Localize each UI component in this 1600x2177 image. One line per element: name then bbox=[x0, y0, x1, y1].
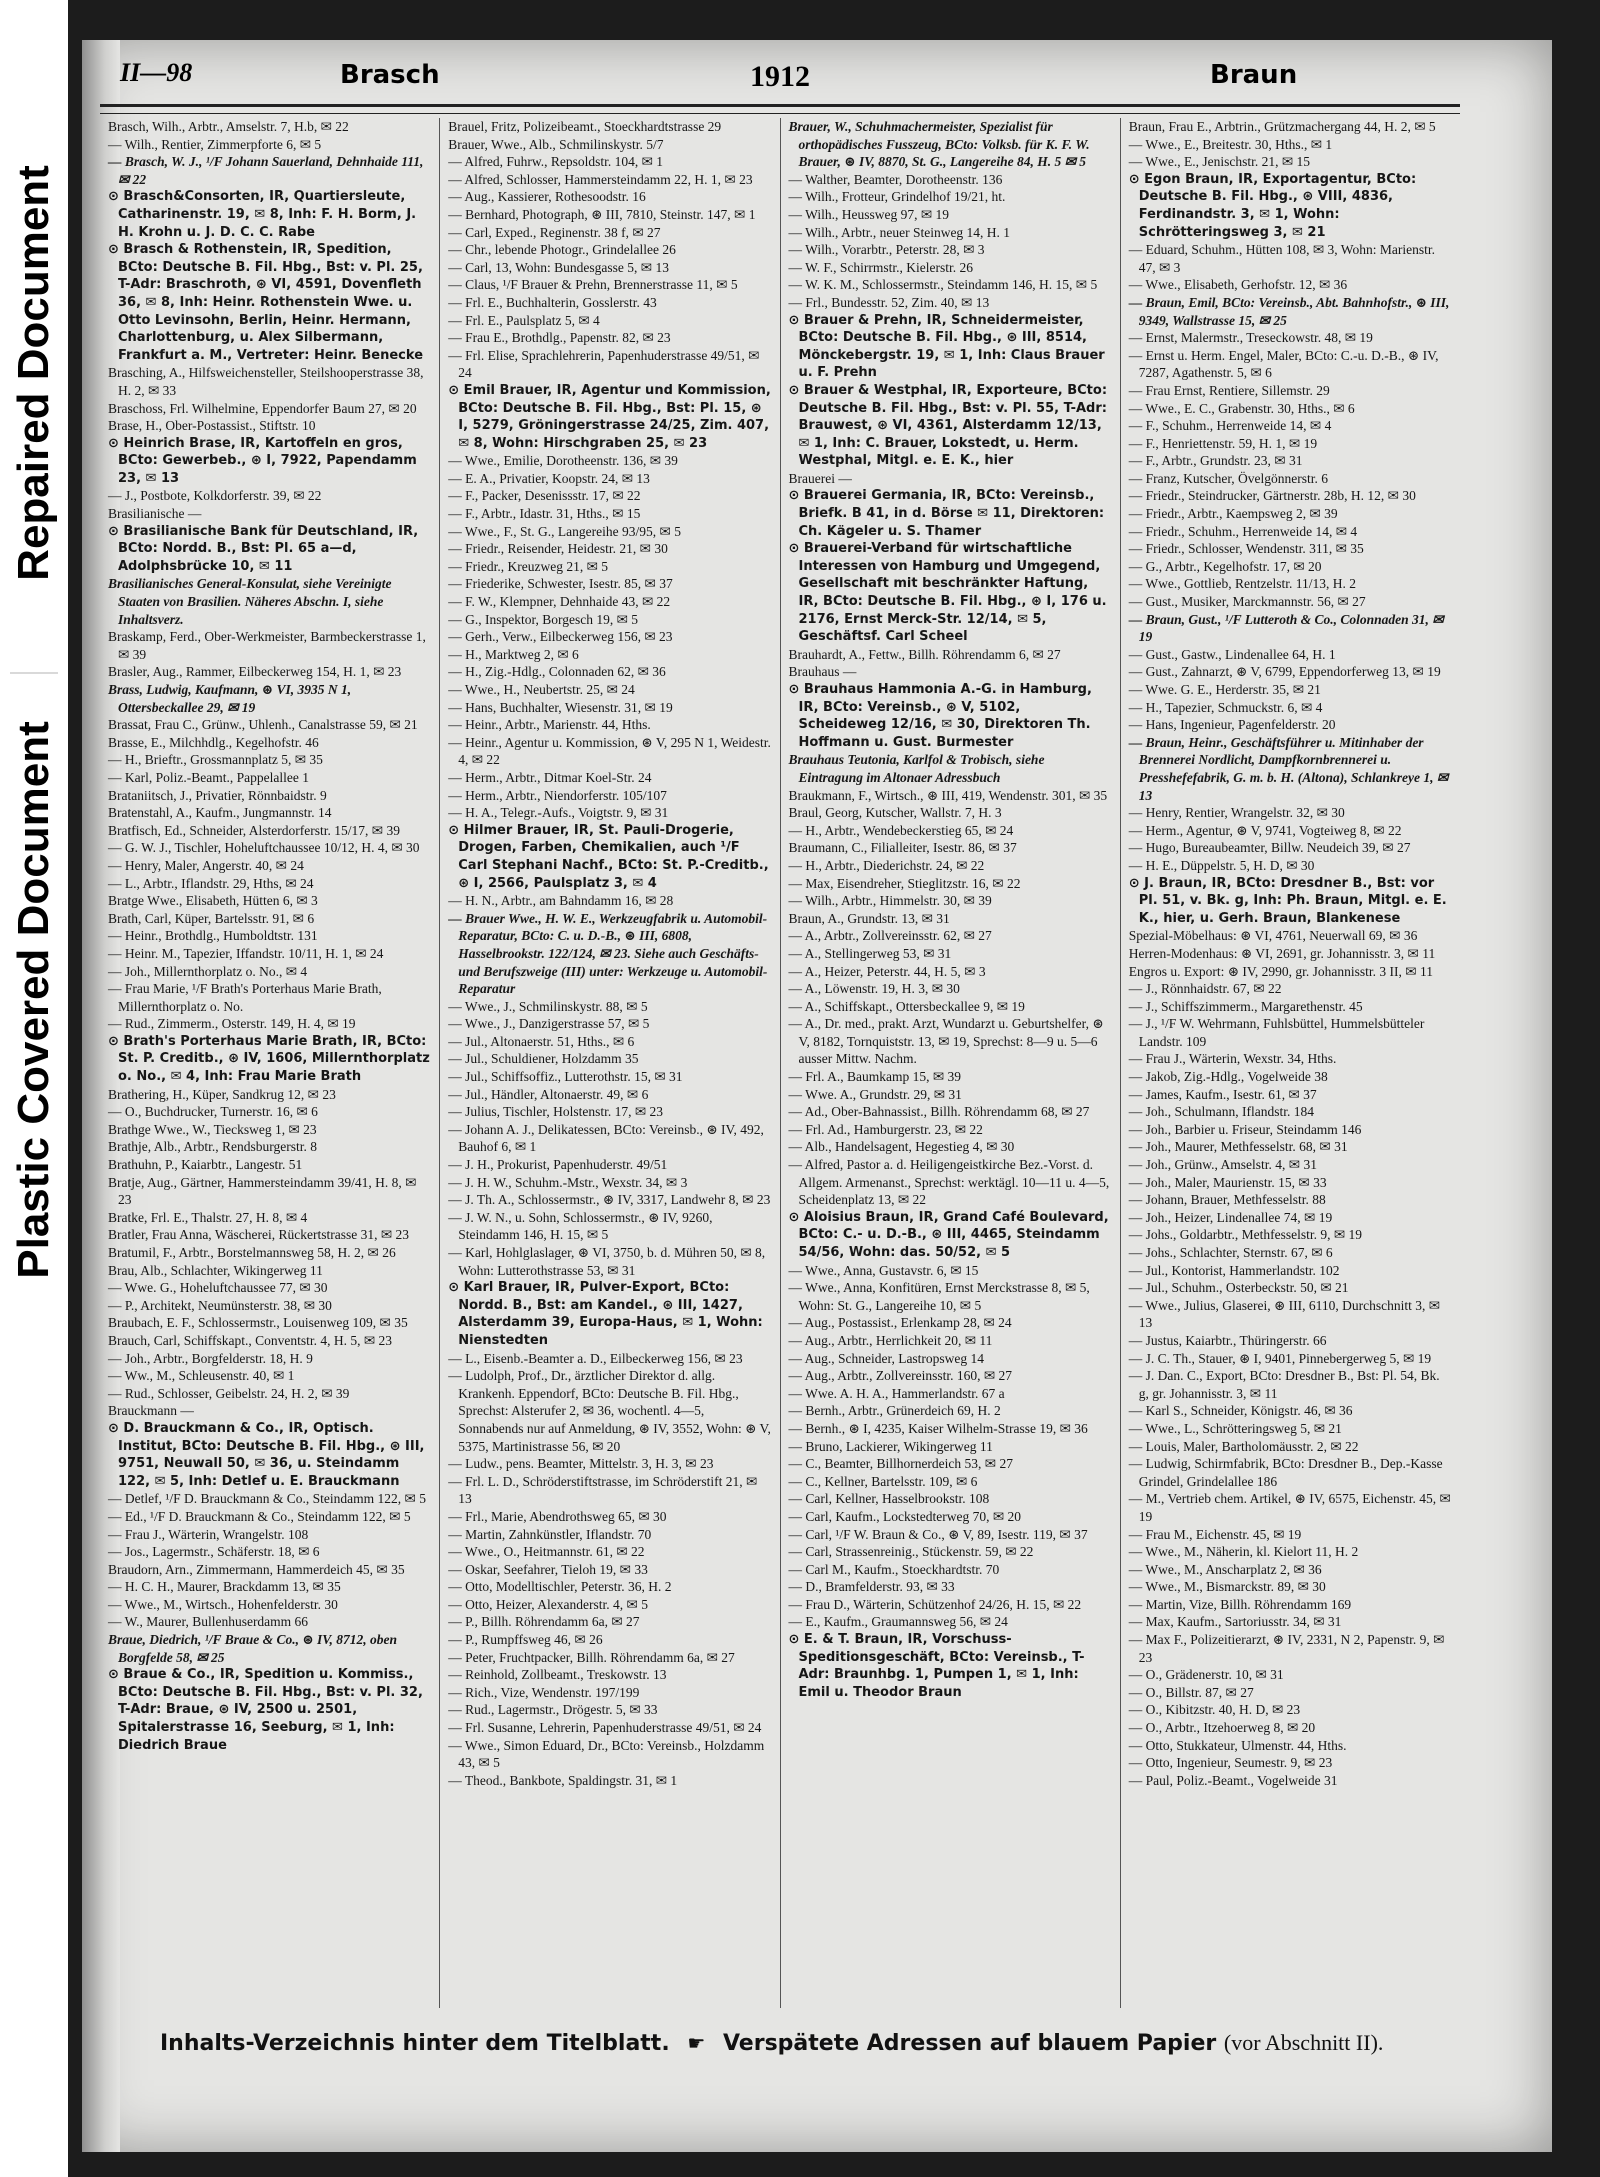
directory-entry: — Johs., Schlachter, Sternstr. 67, ✉ 6 bbox=[1128, 1245, 1333, 1260]
directory-entry: Brauckmann — bbox=[108, 1403, 194, 1419]
directory-entry: — Alfred, Schlosser, Hammersteindamm 22, H. 1, ✉ 23 bbox=[448, 171, 753, 187]
directory-entry: Bratenstahl, A., Kaufm., Jungmannstr. 14 bbox=[108, 805, 332, 821]
directory-entry: — F., Arbtr., Grundstr. 23, ✉ 31 bbox=[1128, 453, 1303, 469]
directory-entry: — Wilh., Frotteur, Grindelhof 19/21, ht. bbox=[788, 189, 1006, 205]
directory-entry: — J. H. W., Schuhm.-Mstr., Wexstr. 34, ✉ 3 bbox=[448, 1174, 688, 1190]
directory-entry: — Ww., M., Schleusenstr. 40, ✉ 1 bbox=[108, 1368, 295, 1384]
directory-entry: Bratumil, F., Arbtr., Borstelmannsweg 58, H. 2, ✉ 26 bbox=[108, 1245, 396, 1260]
directory-entry: — Braun, Heinr., Geschäftsführer u. Mitinhaber der Brennerei Nordlicht, Dampfkornbrennerei u. Presshefefabrik, G. m. b. H. (Altona), Schlankreye 1, ✉ 13 bbox=[1128, 734, 1449, 803]
directory-entry: — Bernhard, Photograph, ⊛ III, 7810, Steinstr. 147, ✉ 1 bbox=[448, 206, 756, 222]
directory-entry: — D., Bramfelderstr. 93, ✉ 33 bbox=[788, 1579, 955, 1595]
directory-entry: — O., Grädenerstr. 10, ✉ 31 bbox=[1128, 1667, 1284, 1683]
directory-entry: — Gerh., Verw., Eilbeckerweg 156, ✉ 23 bbox=[448, 629, 673, 645]
directory-entry: — Otto, Modelltischler, Peterstr. 36, H. 2 bbox=[448, 1579, 672, 1595]
directory-entry: — Frau D., Wärterin, Schützenhof 24/26, H. 15, ✉ 22 bbox=[788, 1596, 1082, 1612]
directory-entry: — Max, Eisendreher, Stieglitzstr. 16, ✉ 22 bbox=[788, 875, 1021, 891]
directory-entry: Braul, Georg, Kutscher, Wallstr. 7, H. 3 bbox=[788, 805, 1002, 821]
directory-entry: — Gust., Musiker, Marckmannstr. 56, ✉ 27 bbox=[1128, 594, 1366, 610]
directory-entry: — W., Maurer, Bullenhuserdamm 66 bbox=[108, 1614, 309, 1630]
directory-entry: — Aug., Arbtr., Zollvereinsstr. 160, ✉ 27 bbox=[788, 1368, 1013, 1384]
directory-entry: — Frau E., Brothdlg., Papenstr. 82, ✉ 23 bbox=[448, 330, 671, 346]
directory-entry: — Jos., Lagermstr., Schäferstr. 18, ✉ 6 bbox=[108, 1544, 320, 1560]
directory-entry: ⊙ Brauerei Germania, IR, BCto: Vereinsb., Briefk. B 41, in d. Börse ✉ 11, Direktoren: Ch. Kägeler u. S. Thamer bbox=[788, 488, 1105, 539]
directory-entry: — Louis, Maler, Bartholomäusstr. 2, ✉ 22 bbox=[1128, 1438, 1359, 1454]
directory-entry: — Joh., Maler, Maurienstr. 15, ✉ 33 bbox=[1128, 1174, 1327, 1190]
directory-entry: — Ludwig, Schirmfabrik, BCto: Dresdner B., Dep.-Kasse Grindel, Grindelallee 186 bbox=[1128, 1456, 1443, 1489]
directory-entry: — Rud., Zimmerm., Osterstr. 149, H. 4, ✉ 19 bbox=[108, 1016, 356, 1032]
directory-entry: Brathering, H., Küper, Sandkrug 12, ✉ 23 bbox=[108, 1086, 336, 1102]
directory-entry: Brass, Ludwig, Kaufmann, ⊛ VI, 3935 N 1, Ottersbeckallee 29, ✉ 19 bbox=[108, 682, 352, 715]
directory-entry: — Wwe., J., Danzigerstrasse 57, ✉ 5 bbox=[448, 1016, 650, 1032]
directory-entry: — Bruno, Lackierer, Wikingerweg 11 bbox=[788, 1438, 993, 1454]
directory-entry: — Wwe., J., Schmilinskystr. 88, ✉ 5 bbox=[448, 998, 648, 1014]
directory-entry: — Hans, Ingenieur, Pagenfelderstr. 20 bbox=[1128, 717, 1336, 733]
directory-entry: Brasilianische — bbox=[108, 506, 202, 522]
header-rule bbox=[100, 104, 1460, 114]
directory-entry: — Otto, Stukkateur, Ulmenstr. 44, Hths. bbox=[1128, 1737, 1347, 1753]
directory-entry: — Frl. Susanne, Lehrerin, Papenhuderstrasse 49/51, ✉ 24 bbox=[448, 1720, 762, 1736]
directory-entry: — Frl. A., Baumkamp 15, ✉ 39 bbox=[788, 1069, 962, 1085]
directory-entry: — P., Architekt, Neumünsterstr. 38, ✉ 30 bbox=[108, 1297, 332, 1313]
directory-entry: — Detlef, ¹/F D. Brauckmann & Co., Steindamm 122, ✉ 5 bbox=[108, 1491, 426, 1507]
directory-entry: Braun, Frau E., Arbtrin., Grützmachergang 44, H. 2, ✉ 5 bbox=[1128, 119, 1436, 134]
directory-entry: — O., Kibitzstr. 40, H. D, ✉ 23 bbox=[1128, 1702, 1301, 1718]
directory-entry: ⊙ Brauhaus Hammonia A.-G. in Hamburg, IR, BCto: Vereinsb., ⊛ V, 5102, Scheideweg 12/16, ✉ 30, Direktoren Th. Hoffmann u. Gust. Burmester bbox=[788, 682, 1092, 750]
directory-entry: Brauhardt, A., Fettw., Billh. Röhrendamm 6, ✉ 27 bbox=[788, 646, 1061, 662]
directory-entry: — Friedr., Steindrucker, Gärtnerstr. 28b, H. 12, ✉ 30 bbox=[1128, 488, 1416, 504]
directory-entry: Brassat, Frau C., Grünw., Uhlenh., Canalstrasse 59, ✉ 21 bbox=[108, 717, 418, 733]
directory-entry: — Hugo, Bureaubeamter, Billw. Neudeich 39, ✉ 27 bbox=[1128, 840, 1411, 856]
directory-entry: Braun, A., Grundstr. 13, ✉ 31 bbox=[788, 910, 950, 926]
directory-entry: — P., Billh. Röhrendamm 6a, ✉ 27 bbox=[448, 1614, 640, 1630]
directory-entry: — Brauer Wwe., H. W. E., Werkzeugfabrik u. Automobil-Reparatur, BCto: C. u. D.-B., ⊛ III, 6808, Hasselbrookstr. 122/124, ✉ 23. Siehe auch Geschäfts- und Berufszweige (III) unter: Werkzeuge u. Automobil-Reparatur bbox=[448, 910, 768, 997]
directory-entry: — Wwe., Julius, Glaserei, ⊛ III, 6110, Durchschnitt 3, ✉ 13 bbox=[1128, 1297, 1441, 1331]
directory-entry: — Walther, Beamter, Dorotheenstr. 136 bbox=[788, 171, 1003, 187]
column-2 bbox=[440, 118, 780, 2008]
directory-entry: — Martin, Zahnkünstler, Iflandstr. 70 bbox=[448, 1526, 652, 1542]
directory-entry: — Wwe., L., Schrötteringsweg 5, ✉ 21 bbox=[1128, 1420, 1342, 1436]
directory-entry: — Frau Marie, ¹/F Brath's Porterhaus Marie Brath, Millernthorplatz o. No. bbox=[108, 981, 382, 1014]
directory-entry: — Bernh., Arbtr., Grünerdeich 69, H. 2 bbox=[788, 1403, 1001, 1419]
directory-entry: — Alfred, Pastor a. d. Heiligengeistkirche Bez.-Vorst. d. Allgem. Armenanst., Sprechst: werktägl. 10—11 u. 4—5, Scheidenplatz 13, ✉ 22 bbox=[788, 1157, 1110, 1208]
directory-entry: — O., Buchdrucker, Turnerstr. 16, ✉ 6 bbox=[108, 1104, 318, 1120]
directory-entry: — Carl, Kellner, Hasselbrookstr. 108 bbox=[788, 1491, 990, 1507]
directory-entry: — A., Heizer, Peterstr. 44, H. 5, ✉ 3 bbox=[788, 963, 986, 979]
directory-entry: Brauch, Carl, Schiffskapt., Conventstr. 4, H. 5, ✉ 23 bbox=[108, 1332, 393, 1348]
directory-entry: — H. C. H., Maurer, Brackdamm 13, ✉ 35 bbox=[108, 1579, 341, 1595]
pointing-hand-icon: ☛ bbox=[687, 2031, 706, 2055]
directory-entry: — Wwe., Simon Eduard, Dr., BCto: Vereinsb., Holzdamm 43, ✉ 5 bbox=[448, 1737, 765, 1771]
directory-entry: — J., Postbote, Kolkdorferstr. 39, ✉ 22 bbox=[108, 488, 322, 504]
directory-entry: — Wwe., M., Näherin, kl. Kielort 11, H. 2 bbox=[1128, 1544, 1359, 1560]
directory-entry: — Joh., Arbtr., Borgfelderstr. 18, H. 9 bbox=[108, 1350, 313, 1366]
directory-entry: — Gust., Gastw., Lindenallee 64, H. 1 bbox=[1128, 646, 1336, 662]
directory-entry: — Frl., Bundesstr. 52, Zim. 40, ✉ 13 bbox=[788, 294, 990, 310]
directory-entry: — Herm., Agentur, ⊛ V, 9741, Vogteiweg 8, ✉ 22 bbox=[1128, 822, 1402, 838]
directory-entry: — Wwe., O., Heitmannstr. 61, ✉ 22 bbox=[448, 1544, 645, 1560]
directory-entry: Engros u. Export: ⊛ IV, 2990, gr. Johannisstr. 3 II, ✉ 11 bbox=[1128, 963, 1433, 979]
directory-entry: Brataniitsch, J., Privatier, Rönnbaidstr. 9 bbox=[108, 787, 327, 803]
directory-entry: — E., Kaufm., Graumannsweg 56, ✉ 24 bbox=[788, 1614, 1008, 1630]
directory-entry: — Rich., Vize, Wendenstr. 197/199 bbox=[448, 1684, 640, 1700]
directory-entry: — Aug., Kassierer, Rothesoodstr. 16 bbox=[448, 189, 646, 205]
directory-entry: — Wwe., Anna, Konfitüren, Ernst Merckstrasse 8, ✉ 5, Wohn: St. G., Langereihe 10, ✉ 5 bbox=[788, 1280, 1090, 1313]
directory-entry: — Eduard, Schuhm., Hütten 108, ✉ 3, Wohn: Marienstr. 47, ✉ 3 bbox=[1128, 242, 1435, 275]
plastic-covered-label: Plastic Covered Document bbox=[9, 721, 58, 1279]
directory-entry: — Henry, Maler, Angerstr. 40, ✉ 24 bbox=[108, 857, 304, 873]
directory-entry: — F., Schuhm., Herrenweide 14, ✉ 4 bbox=[1128, 418, 1332, 434]
footer-late-addresses: Verspätete Adressen auf blauem Papier bbox=[722, 2031, 1217, 2056]
directory-entry: — Wilh., Arbtr., neuer Steinweg 14, H. 1 bbox=[788, 224, 1011, 240]
directory-entry: ⊙ D. Brauckmann & Co., IR, Optisch. Institut, BCto: Deutsche B. Fil. Hbg., ⊛ III, 9751, Neuwall 50, ✉ 36, u. Steindamm 122, ✉ 5, Inh: Detlef u. E. Brauckmann bbox=[108, 1420, 425, 1489]
directory-entry: — Claus, ¹/F Brauer & Prehn, Brennerstrasse 11, ✉ 5 bbox=[448, 277, 738, 293]
directory-entry: Brauer, Wwe., Alb., Schmilinskystr. 5/7 bbox=[448, 136, 664, 152]
directory-columns bbox=[100, 118, 1460, 2008]
directory-entry: — W. F., Schirrmstr., Kielerstr. 26 bbox=[788, 259, 974, 275]
directory-entry: ⊙ Emil Brauer, IR, Agentur und Kommission, BCto: Deutsche B. Fil. Hbg., Bst: Pl. 15, ⊛ I, 5279, Gröningerstrasse 24/25, Zim. 407, ✉ 8, Wohn: Hirschgraben 25, ✉ 23 bbox=[448, 382, 771, 451]
directory-entry: ⊙ Braue & Co., IR, Spedition u. Kommiss., BCto: Deutsche B. Fil. Hbg., Bst: v. Pl. 32, T-Adr: Braue, ⊛ IV, 2500 u. 2501, Spitalerstrasse 16, Seeburg, ✉ 1, Inh: Diedrich Braue bbox=[108, 1667, 423, 1753]
directory-entry: — F. W., Klempner, Dehnhaide 43, ✉ 22 bbox=[448, 594, 671, 610]
directory-entry: — J. C. Th., Stauer, ⊛ I, 9401, Pinnebergerweg 5, ✉ 19 bbox=[1128, 1350, 1432, 1366]
directory-entry: — Wwe., E. C., Grabenstr. 30, Hths., ✉ 6 bbox=[1128, 400, 1355, 416]
directory-entry: ⊙ Brasch&Consorten, IR, Quartiersleute, Catharinenstr. 19, ✉ 8, Inh: F. H. Borm, J. H. Krohn u. J. D. C. C. Rabe bbox=[108, 189, 417, 240]
directory-entry: — H., Marktweg 2, ✉ 6 bbox=[448, 646, 579, 662]
directory-entry: — Wwe. A. H. A., Hammerlandstr. 67 a bbox=[788, 1385, 1005, 1401]
directory-entry: — C., Beamter, Billhornerdeich 53, ✉ 27 bbox=[788, 1456, 1013, 1472]
directory-entry: — Wilh., Vorarbtr., Peterstr. 28, ✉ 3 bbox=[788, 242, 985, 258]
directory-entry: — Herm., Arbtr., Ditmar Koel-Str. 24 bbox=[448, 769, 652, 785]
directory-entry: — Reinhold, Zollbeamt., Treskowstr. 13 bbox=[448, 1667, 667, 1683]
directory-entry: — Joh., Millernthorplatz o. No., ✉ 4 bbox=[108, 963, 308, 979]
directory-entry: — Wilh., Heussweg 97, ✉ 19 bbox=[788, 206, 950, 222]
directory-entry: — Ad., Ober-Bahnassist., Billh. Röhrendamm 68, ✉ 27 bbox=[788, 1104, 1090, 1120]
directory-entry: — Oskar, Seefahrer, Tieloh 19, ✉ 33 bbox=[448, 1561, 648, 1577]
directory-entry: — O., Billstr. 87, ✉ 27 bbox=[1128, 1684, 1254, 1700]
directory-entry: — Henry, Rentier, Wrangelstr. 32, ✉ 30 bbox=[1128, 805, 1345, 821]
directory-entry: — Wwe., Gottlieb, Rentzelstr. 11/13, H. 2 bbox=[1128, 576, 1356, 592]
directory-entry: — J. Dan. C., Export, BCto: Dresdner B., Bst: Pl. 54, Bk. g, gr. Johannisstr. 3, ✉ 11 bbox=[1128, 1368, 1440, 1401]
directory-entry: ⊙ Brauer & Westphal, IR, Exporteure, BCto: Deutsche B. Fil. Hbg., Bst: v. Pl. 55, T-Adr: Brauwest, ⊛ VI, 4361, Alsterdamm 12/13, ✉ 1, Inh: C. Brauer, Lokstedt, u. Herm. Westphal, Mitgl. e. E. K., hier bbox=[788, 382, 1108, 469]
directory-entry: — Hans, Buchhalter, Wiesenstr. 31, ✉ 19 bbox=[448, 699, 673, 715]
directory-entry: — Wwe., Emilie, Dorotheenstr. 136, ✉ 39 bbox=[448, 453, 678, 469]
directory-entry: — J. H., Prokurist, Papenhuderstr. 49/51 bbox=[448, 1157, 668, 1173]
directory-entry: — P., Rumpffsweg 46, ✉ 26 bbox=[448, 1632, 603, 1648]
directory-entry: — H., Tapezier, Schmuckstr. 6, ✉ 4 bbox=[1128, 699, 1323, 715]
directory-entry: ⊙ Brasch & Rothenstein, IR, Spedition, BCto: Deutsche B. Fil. Hbg., Bst: v. Pl. 25, T-Adr: Braschroth, ⊛ VI, 4591, Dovenfleth 36, ✉ 8, Inh: Heinr. Rothenstein Wwe. u. Otto Levinsohn, Berlin, Heinr. Hermann, Charlottenburg, u. Alex Silbermann, Frankfurt a. M., Vertreter: Heinr. Benecke bbox=[108, 242, 424, 363]
directory-entry: Brauhaus Teutonia, Karlfol & Trobisch, siehe Eintragung im Altonaer Adressbuch bbox=[788, 752, 1045, 785]
directory-entry: — E. A., Privatier, Koopstr. 24, ✉ 13 bbox=[448, 470, 650, 486]
directory-entry: — James, Kaufm., Isestr. 61, ✉ 37 bbox=[1128, 1086, 1317, 1102]
directory-entry: ⊙ Brauer & Prehn, IR, Schneidermeister, BCto: Deutsche B. Fil. Hbg., ⊛ III, 8514, Mönckebergstr. 19, ✉ 1, Inh: Claus Brauer u. F. Prehn bbox=[788, 312, 1105, 381]
page-header bbox=[120, 58, 1420, 106]
directory-entry: — Friedr., Schlosser, Wendenstr. 311, ✉ 35 bbox=[1128, 541, 1364, 557]
directory-entry: — A., Stellingerweg 53, ✉ 31 bbox=[788, 945, 952, 961]
directory-entry: — Jul., Schuhm., Osterbeckstr. 50, ✉ 21 bbox=[1128, 1280, 1349, 1296]
directory-entry: — Franz, Kutscher, Övelgönnerstr. 6 bbox=[1128, 470, 1329, 486]
directory-entry: — Ernst, Malermstr., Treseckowstr. 48, ✉ 19 bbox=[1128, 330, 1373, 346]
directory-entry: — G., Inspektor, Borgesch 19, ✉ 5 bbox=[448, 611, 639, 627]
directory-entry: Braskamp, Ferd., Ober-Werkmeister, Barmbeckerstrasse 1, ✉ 39 bbox=[108, 629, 426, 662]
directory-entry: — L., Eisenb.-Beamter a. D., Eilbeckerweg 156, ✉ 23 bbox=[448, 1350, 743, 1366]
directory-entry: — J., ¹/F W. Wehrmann, Fuhlsbüttel, Hummelsbütteler Landstr. 109 bbox=[1128, 1016, 1425, 1049]
directory-entry: — Wwe., E., Jenischstr. 21, ✉ 15 bbox=[1128, 154, 1311, 170]
directory-entry: — Joh., Schulmann, Iflandstr. 184 bbox=[1128, 1104, 1314, 1120]
directory-entry: — Frl. E., Buchhalterin, Gosslerstr. 43 bbox=[448, 294, 657, 310]
directory-entry: — Wwe., F., St. G., Langereihe 93/95, ✉ 5 bbox=[448, 523, 681, 539]
directory-entry: — Karl S., Schneider, Königstr. 46, ✉ 36 bbox=[1128, 1403, 1353, 1419]
directory-entry: — Frl., Marie, Abendrothsweg 65, ✉ 30 bbox=[448, 1508, 667, 1524]
directory-entry: — Gust., Zahnarzt, ⊛ V, 6799, Eppendorferweg 13, ✉ 19 bbox=[1128, 664, 1441, 680]
directory-entry: — Joh., Barbier u. Friseur, Steindamm 146 bbox=[1128, 1121, 1362, 1137]
directory-entry: Bratje, Aug., Gärtner, Hammersteindamm 39/41, H. 8, ✉ 23 bbox=[108, 1174, 417, 1208]
directory-entry: — Aug., Schneider, Lastropsweg 14 bbox=[788, 1350, 985, 1366]
directory-entry: Brathuhn, P., Kaiarbtr., Langestr. 51 bbox=[108, 1157, 303, 1173]
directory-entry: — Johs., Goldarbtr., Methfesselstr. 9, ✉ 19 bbox=[1128, 1227, 1363, 1243]
directory-entry: — Wwe., Elisabeth, Gerhofstr. 12, ✉ 36 bbox=[1128, 277, 1348, 293]
directory-entry: Brasching, A., Hilfsweichensteller, Steilshooperstrasse 38, H. 2, ✉ 33 bbox=[108, 365, 424, 398]
directory-entry: — H. N., Arbtr., am Bahndamm 16, ✉ 28 bbox=[448, 893, 674, 909]
directory-entry: — Martin, Vize, Billh. Röhrendamm 169 bbox=[1128, 1596, 1352, 1612]
directory-entry: — J. W. N., u. Sohn, Schlossermstr., ⊛ IV, 9260, Steindamm 146, H. 15, ✉ 5 bbox=[448, 1209, 713, 1243]
directory-entry: — A., Schiffskapt., Ottersbeckallee 9, ✉ 19 bbox=[788, 998, 1025, 1014]
directory-entry: — O., Arbtr., Itzehoerweg 8, ✉ 20 bbox=[1128, 1720, 1316, 1736]
directory-entry: Brau, Alb., Schlachter, Wikingerweg 11 bbox=[108, 1262, 323, 1278]
directory-entry: — Otto, Ingenieur, Seumestr. 9, ✉ 23 bbox=[1128, 1755, 1333, 1771]
directory-entry: — Ed., ¹/F D. Brauckmann & Co., Steindamm 122, ✉ 5 bbox=[108, 1508, 411, 1524]
directory-entry: — Carl, ¹/F W. Braun & Co., ⊛ V, 89, Isestr. 119, ✉ 37 bbox=[788, 1526, 1088, 1542]
directory-entry: ⊙ E. & T. Braun, IR, Vorschuss-Speditionsgeschäft, BCto: Vereinsb., T-Adr: Braunhbg. 1, Pumpen 1, ✉ 1, Inh: Emil u. Theodor Braun bbox=[788, 1632, 1085, 1700]
directory-entry: — Wwe., H., Neubertstr. 25, ✉ 24 bbox=[448, 682, 635, 697]
directory-entry: — Wwe., M., Bismarckstr. 89, ✉ 30 bbox=[1128, 1579, 1326, 1595]
directory-entry: Braue, Diedrich, ¹/F Braue & Co., ⊛ IV, 8712, oben Borgfelde 58, ✉ 25 bbox=[108, 1632, 398, 1665]
directory-entry: — Joh., Heizer, Lindenallee 74, ✉ 19 bbox=[1128, 1209, 1333, 1225]
directory-entry: Brasler, Aug., Rammer, Eilbeckerweg 154, H. 1, ✉ 23 bbox=[108, 664, 402, 680]
right-keyword: Braun bbox=[1210, 60, 1298, 90]
directory-entry: — Jul., Altonaerstr. 51, Hths., ✉ 6 bbox=[448, 1033, 635, 1049]
directory-entry: — Jul., Händler, Altonaerstr. 49, ✉ 6 bbox=[448, 1086, 649, 1102]
directory-entry: Brauel, Fritz, Polizeibeamt., Stoeckhardtstrasse 29 bbox=[448, 119, 722, 134]
directory-entry: — Rud., Lagermstr., Drögestr. 5, ✉ 33 bbox=[448, 1702, 658, 1718]
column-1 bbox=[100, 118, 440, 2008]
directory-entry: — F., Arbtr., Idastr. 31, Hths., ✉ 15 bbox=[448, 506, 641, 522]
directory-entry: — Frl. L. D., Schröderstiftstrasse, im Schröderstift 21, ✉ 13 bbox=[448, 1473, 758, 1507]
repaired-document-label: Repaired Document bbox=[9, 165, 58, 581]
directory-entry: Brauhaus — bbox=[788, 664, 857, 680]
directory-entry: ⊙ Egon Braun, IR, Exportagentur, BCto: Deutsche B. Fil. Hbg., ⊛ VIII, 4836, Ferdinandstr. 3, ✉ 1, Wohn: Schrötteringsweg 3, ✉ 21 bbox=[1128, 171, 1417, 240]
directory-entry: — Wwe., E., Breitestr. 30, Hths., ✉ 1 bbox=[1128, 136, 1333, 152]
directory-entry: — Heinr., Agentur u. Kommission, ⊛ V, 295 N 1, Weidestr. 4, ✉ 22 bbox=[448, 734, 771, 768]
directory-entry: — Jul., Schuldiener, Holzdamm 35 bbox=[448, 1051, 639, 1067]
directory-entry: — Wwe., Anna, Gustavstr. 6, ✉ 15 bbox=[788, 1262, 979, 1278]
directory-entry: ⊙ Hilmer Brauer, IR, St. Pauli-Drogerie, Drogen, Farben, Chemikalien, auch ¹/F Carl Stephani Nachf., BCto: St. P.-Creditb., ⊛ I, 2566, Paulsplatz 3, ✉ 4 bbox=[448, 822, 769, 891]
directory-entry: ⊙ Aloisius Braun, IR, Grand Café Boulevard, BCto: C.- u. D.-B., ⊛ III, 4465, Steindamm 54/56, Wohn: das. 50/52, ✉ 5 bbox=[788, 1209, 1109, 1260]
directory-entry: Brathje, Alb., Arbtr., Rendsburgerstr. 8 bbox=[108, 1139, 317, 1155]
directory-entry: — H., Zig.-Hdlg., Colonnaden 62, ✉ 36 bbox=[448, 664, 666, 680]
directory-entry: — Wwe. G., Hoheluftchaussee 77, ✉ 30 bbox=[108, 1280, 328, 1296]
directory-entry: ⊙ Brauerei-Verband für wirtschaftliche Interessen von Hamburg und Umgegend, Gesellschaft mit beschränkter Haftung, IR, BCto: Deutsche B. Fil. Hbg., ⊛ I, 176 u. 2176, Ernst Merck-Str. 12/14, ✉ 5, Geschäftsf. Carl Scheel bbox=[788, 541, 1107, 645]
directory-entry: Braumann, C., Filialleiter, Isestr. 86, ✉ 37 bbox=[788, 840, 1017, 856]
directory-entry: Braukmann, F., Wirtsch., ⊛ III, 419, Wendenstr. 301, ✉ 35 bbox=[788, 787, 1108, 803]
directory-entry: — Joh., Grünw., Amselstr. 4, ✉ 31 bbox=[1128, 1157, 1317, 1173]
directory-entry: — Theod., Bankbote, Spaldingstr. 31, ✉ 1 bbox=[448, 1772, 678, 1788]
directory-entry: — Ludolph, Prof., Dr., ärztlicher Direktor d. allg. Krankenh. Eppendorf, BCto: Deutsche B. Fil. Hbg., Sprechst: Alsterufer 2, ✉ 36, wochentl. 4—5, Sonnabends nur auf Anmeldung, ⊛ IV, 3552, Wohn: ⊛ V, 5375, Martinistrasse 56, ✉ 20 bbox=[448, 1368, 771, 1454]
directory-entry: — W. K. M., Schlossermstr., Steindamm 146, H. 15, ✉ 5 bbox=[788, 277, 1098, 293]
directory-entry: Braudorn, Arn., Zimmermann, Hammerdeich 45, ✉ 35 bbox=[108, 1561, 405, 1577]
directory-entry: Bratge Wwe., Elisabeth, Hütten 6, ✉ 3 bbox=[108, 893, 318, 909]
directory-entry: Braschoss, Frl. Wilhelmine, Eppendorfer Baum 27, ✉ 20 bbox=[108, 400, 417, 416]
directory-entry: — Frau M., Eichenstr. 45, ✉ 19 bbox=[1128, 1526, 1302, 1542]
directory-entry: — Ludw., pens. Beamter, Mittelstr. 3, H. 3, ✉ 23 bbox=[448, 1456, 714, 1472]
directory-entry: ⊙ Brasilianische Bank für Deutschland, IR, BCto: Nordd. B., Bst: Pl. 65 a—d, Adolphsbrücke 10, ✉ 11 bbox=[108, 523, 419, 574]
directory-entry: — H., Brieftr., Grossmannplatz 5, ✉ 35 bbox=[108, 752, 323, 768]
directory-entry: — Otto, Heizer, Alexanderstr. 4, ✉ 5 bbox=[448, 1596, 648, 1612]
directory-entry: — Wilh., Rentier, Zimmerpforte 6, ✉ 5 bbox=[108, 136, 322, 152]
directory-entry: — Heinr., Arbtr., Marienstr. 44, Hths. bbox=[448, 717, 651, 733]
directory-entry: Brathge Wwe., W., Tiecksweg 1, ✉ 23 bbox=[108, 1121, 317, 1137]
directory-entry: ⊙ Heinrich Brase, IR, Kartoffeln en gros, BCto: Gewerbeb., ⊛ I, 7922, Papendamm 23, ✉ 13 bbox=[108, 435, 417, 486]
directory-entry: Brauerei — bbox=[788, 470, 852, 486]
directory-entry: — Friedr., Schuhm., Herrenweide 14, ✉ 4 bbox=[1128, 523, 1358, 539]
directory-entry: — Herm., Arbtr., Niendorferstr. 105/107 bbox=[448, 787, 667, 803]
directory-entry: — Jakob, Zig.-Hdlg., Vogelweide 38 bbox=[1128, 1069, 1328, 1085]
year: 1912 bbox=[750, 60, 810, 93]
directory-entry: — A., Arbtr., Zollvereinsstr. 62, ✉ 27 bbox=[788, 928, 992, 944]
label-divider bbox=[10, 672, 58, 680]
column-3 bbox=[781, 118, 1121, 2008]
directory-entry: — Frl. Ad., Hamburgerstr. 23, ✉ 22 bbox=[788, 1121, 983, 1137]
directory-entry: — Jul., Schiffsoffiz., Lutterothstr. 15, ✉ 31 bbox=[448, 1069, 683, 1085]
directory-entry: — Heinr., Brothdlg., Humboldtstr. 131 bbox=[108, 928, 318, 944]
footer-index-note: Inhalts-Verzeichnis hinter dem Titelblatt. bbox=[160, 2031, 670, 2056]
directory-entry: — Frau Ernst, Rentiere, Sillemstr. 29 bbox=[1128, 382, 1330, 398]
directory-entry: Spezial-Möbelhaus: ⊛ VI, 4761, Neuerwall 69, ✉ 36 bbox=[1128, 928, 1418, 944]
page-footer bbox=[160, 2030, 1460, 2060]
directory-entry: — Aug., Postassist., Erlenkamp 28, ✉ 24 bbox=[788, 1315, 1012, 1331]
directory-entry: — Alb., Handelsagent, Hegestieg 4, ✉ 30 bbox=[788, 1139, 1015, 1155]
directory-entry: — Ernst u. Herm. Engel, Maler, BCto: C.-u. D.-B., ⊛ IV, 7287, Agathenstr. 5, ✉ 6 bbox=[1128, 347, 1439, 381]
directory-entry: Bratke, Frl. E., Thalstr. 27, H. 8, ✉ 4 bbox=[108, 1209, 308, 1225]
directory-entry: — Johann A. J., Delikatessen, BCto: Vereinsb., ⊛ IV, 492, Bauhof 6, ✉ 1 bbox=[448, 1121, 764, 1155]
directory-entry: — G. W. J., Tischler, Hoheluftchaussee 10/12, H. 4, ✉ 30 bbox=[108, 840, 420, 856]
directory-entry: — Wwe., M., Wirtsch., Hohenfelderstr. 30 bbox=[108, 1596, 338, 1612]
directory-entry: — Friedr., Arbtr., Kaempsweg 2, ✉ 39 bbox=[1128, 506, 1338, 522]
side-label-strip bbox=[0, 0, 68, 2177]
directory-entry: — C., Kellner, Bartelsstr. 109, ✉ 6 bbox=[788, 1473, 978, 1489]
directory-entry: — Wwe., M., Anscharplatz 2, ✉ 36 bbox=[1128, 1561, 1322, 1577]
directory-entry: — A., Dr. med., prakt. Arzt, Wundarzt u. Geburtshelfer, ⊛ V, 8182, Tornquiststr. 13, ✉ 19, Sprechst: 8—9 u. 5—6 ausser Mittw. Nachm. bbox=[788, 1016, 1104, 1067]
directory-entry: — Paul, Poliz.-Beamt., Vogelweide 31 bbox=[1128, 1772, 1338, 1788]
directory-entry: — Chr., lebende Photogr., Grindelallee 26 bbox=[448, 242, 676, 258]
directory-entry: — J. Th. A., Schlossermstr., ⊛ IV, 3317, Landwehr 8, ✉ 23 bbox=[448, 1192, 771, 1208]
directory-entry: — Friedr., Reisender, Heidestr. 21, ✉ 30 bbox=[448, 541, 668, 557]
directory-entry: — L., Arbtr., Iflandstr. 29, Hths, ✉ 24 bbox=[108, 875, 314, 891]
directory-entry: — Heinr. M., Tapezier, Iffandstr. 10/11, H. 1, ✉ 24 bbox=[108, 945, 384, 961]
directory-entry: — Braun, Emil, BCto: Vereinsb., Abt. Bahnhofstr., ⊛ III, 9349, Wallstrasse 15, ✉ 25 bbox=[1128, 294, 1450, 328]
left-keyword: Brasch bbox=[340, 60, 440, 90]
directory-entry: — Frl. Elise, Sprachlehrerin, Papenhuderstrasse 49/51, ✉ 24 bbox=[448, 347, 760, 381]
directory-entry: — Friederike, Schwester, Isestr. 85, ✉ 37 bbox=[448, 576, 673, 592]
directory-entry: Brasilianisches General-Konsulat, siehe Vereinigte Staaten von Brasilien. Näheres Abschn. I, siehe Inhaltsverz. bbox=[108, 576, 392, 627]
directory-entry: — Frl. E., Paulsplatz 5, ✉ 4 bbox=[448, 312, 600, 328]
directory-entry: — Julius, Tischler, Holstenstr. 17, ✉ 23 bbox=[448, 1104, 664, 1120]
directory-entry: Brath, Carl, Küper, Bartelsstr. 91, ✉ 6 bbox=[108, 910, 315, 926]
directory-entry: — H., Arbtr., Diederichstr. 24, ✉ 22 bbox=[788, 857, 985, 873]
directory-entry: — Wwe. A., Grundstr. 29, ✉ 31 bbox=[788, 1086, 962, 1102]
directory-entry: — Frau J., Wärterin, Wexstr. 34, Hths. bbox=[1128, 1051, 1337, 1067]
directory-entry: — Carl, Kaufm., Lockstedterweg 70, ✉ 20 bbox=[788, 1508, 1022, 1524]
directory-entry: — Carl, 13, Wohn: Bundesgasse 5, ✉ 13 bbox=[448, 259, 669, 275]
directory-entry: — F., Packer, Desenissstr. 17, ✉ 22 bbox=[448, 488, 641, 504]
directory-entry: Braubach, E. F., Schlossermstr., Louisenweg 109, ✉ 35 bbox=[108, 1315, 408, 1331]
directory-entry: — Braun, Gust., ¹/F Lutteroth & Co., Colonnaden 31, ✉ 19 bbox=[1128, 611, 1444, 645]
directory-entry: — Friedr., Kreuzweg 21, ✉ 5 bbox=[448, 558, 609, 574]
directory-entry: — Alfred, Fuhrw., Repsoldstr. 104, ✉ 1 bbox=[448, 154, 664, 170]
directory-entry: Brase, H., Ober-Postassist., Stiftstr. 10 bbox=[108, 418, 316, 434]
directory-entry: Bratfisch, Ed., Schneider, Alsterdorferstr. 15/17, ✉ 39 bbox=[108, 822, 400, 838]
directory-entry: — H. E., Düppelstr. 5, H. D, ✉ 30 bbox=[1128, 857, 1315, 873]
directory-entry: — Bernh., ⊛ I, 4235, Kaiser Wilhelm-Strasse 19, ✉ 36 bbox=[788, 1420, 1088, 1436]
directory-entry: — A., Löwenstr. 19, H. 3, ✉ 30 bbox=[788, 981, 960, 997]
directory-entry: — F., Henriettenstr. 59, H. 1, ✉ 19 bbox=[1128, 435, 1318, 451]
directory-entry: Brasch, Wilh., Arbtr., Amselstr. 7, H.b, ✉ 22 bbox=[108, 119, 349, 134]
directory-entry: — Jul., Kontorist, Hammerlandstr. 102 bbox=[1128, 1262, 1340, 1278]
directory-entry: Bratler, Frau Anna, Wäscherei, Rückertstrasse 31, ✉ 23 bbox=[108, 1227, 410, 1243]
column-4 bbox=[1121, 118, 1460, 2008]
directory-entry: — G., Arbtr., Kegelhofstr. 17, ✉ 20 bbox=[1128, 558, 1322, 574]
directory-entry: — Frau J., Wärterin, Wrangelstr. 108 bbox=[108, 1526, 309, 1542]
directory-entry: — Wwe. G. E., Herderstr. 35, ✉ 21 bbox=[1128, 682, 1321, 697]
directory-entry: Brasse, E., Milchhdlg., Kegelhofstr. 46 bbox=[108, 734, 319, 750]
directory-entry: — Brasch, W. J., ¹/F Johann Sauerland, Dehnhaide 111, ✉ 22 bbox=[108, 154, 424, 187]
directory-entry: — Karl, Poliz.-Beamt., Pappelallee 1 bbox=[108, 769, 309, 785]
directory-entry: — Carl, Strassenreinig., Stückenstr. 59, ✉ 22 bbox=[788, 1544, 1034, 1560]
directory-entry: — Max, Kaufm., Sartoriusstr. 34, ✉ 31 bbox=[1128, 1614, 1342, 1630]
directory-entry: — H., Arbtr., Wendebeckerstieg 65, ✉ 24 bbox=[788, 822, 1014, 838]
directory-entry: — Carl, Exped., Reginenstr. 38 f, ✉ 27 bbox=[448, 224, 661, 240]
directory-entry: Herren-Modenhaus: ⊛ VI, 2691, gr. Johannisstr. 3, ✉ 11 bbox=[1128, 945, 1436, 961]
directory-entry: — Rud., Schlosser, Geibelstr. 24, H. 2, ✉ 39 bbox=[108, 1385, 350, 1401]
directory-entry: ⊙ Karl Brauer, IR, Pulver-Export, BCto: Nordd. B., Bst: am Kandel., ⊛ III, 1427, Alsterdamm 39, Europa-Haus, ✉ 1, Wohn: Nienstedten bbox=[448, 1280, 763, 1348]
directory-entry: — M., Vertrieb chem. Artikel, ⊛ IV, 6575, Eichenstr. 45, ✉ 19 bbox=[1128, 1491, 1451, 1524]
directory-entry: ⊙ J. Braun, IR, BCto: Dresdner B., Bst: vor Pl. 51, v. Bk. g, Inh: Ph. Braun, Mitgl. e. E. K., hier, u. Gerh. Braun, Blankenese bbox=[1128, 875, 1447, 926]
directory-entry: — Peter, Fruchtpacker, Billh. Röhrendamm 6a, ✉ 27 bbox=[448, 1649, 735, 1665]
directory-entry: — J., Schiffszimmerm., Margarethenstr. 45 bbox=[1128, 998, 1363, 1014]
directory-entry: — J., Rönnhaidstr. 67, ✉ 22 bbox=[1128, 981, 1282, 997]
footer-section-ref: (vor Abschnitt II). bbox=[1223, 2030, 1384, 2055]
directory-entry: — Aug., Arbtr., Herrlichkeit 20, ✉ 11 bbox=[788, 1332, 993, 1348]
page-number: II—98 bbox=[120, 58, 193, 87]
directory-entry: — Justus, Kaiarbtr., Thüringerstr. 66 bbox=[1128, 1332, 1327, 1348]
directory-entry: — Karl, Hohlglaslager, ⊛ VI, 3750, b. d. Mühren 50, ✉ 8, Wohn: Lutterothstrasse 53, ✉ 31 bbox=[448, 1245, 766, 1278]
directory-entry: — Carl M., Kaufm., Stoeckhardtstr. 70 bbox=[788, 1561, 1000, 1577]
directory-entry: Brauer, W., Schuhmachermeister, Spezialist für orthopädisches Fusszeug, BCto: Volksb. für K. F. W. Brauer, ⊛ IV, 8870, St. G., Langereihe 84, H. 5 ✉ 5 bbox=[788, 119, 1090, 170]
directory-entry: ⊙ Brath's Porterhaus Marie Brath, IR, BCto: St. P. Creditb., ⊛ IV, 1606, Millernthorplatz o. No., ✉ 4, Inh: Frau Marie Brath bbox=[108, 1033, 430, 1085]
directory-entry: — H. A., Telegr.-Aufs., Voigtstr. 9, ✉ 31 bbox=[448, 805, 669, 821]
directory-entry: — Joh., Maurer, Methfesselstr. 68, ✉ 31 bbox=[1128, 1139, 1348, 1155]
directory-entry: — Johann, Brauer, Methfesselstr. 88 bbox=[1128, 1192, 1326, 1208]
directory-entry: — Wilh., Arbtr., Himmelstr. 30, ✉ 39 bbox=[788, 893, 992, 909]
directory-entry: — Max F., Polizeitierarzt, ⊛ IV, 2331, N 2, Papenstr. 9, ✉ 23 bbox=[1128, 1632, 1445, 1665]
